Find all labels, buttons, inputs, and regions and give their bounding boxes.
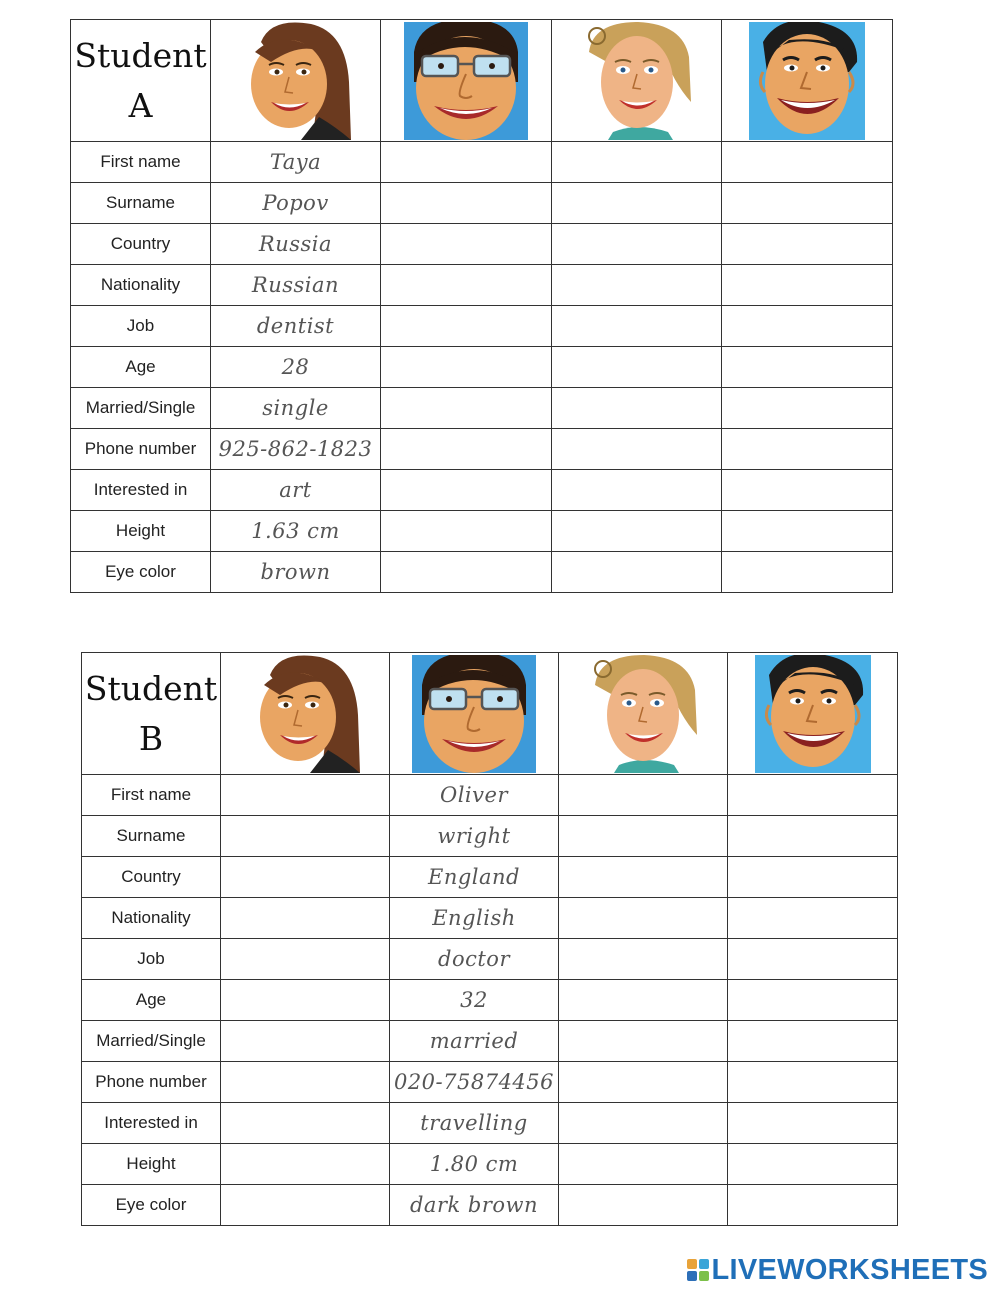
answer-cell-filled: Russia xyxy=(211,224,381,265)
answer-cell-blank[interactable] xyxy=(552,470,722,511)
row-label: Married/Single xyxy=(82,1021,221,1062)
answer-cell-blank[interactable] xyxy=(221,1144,390,1185)
answer-cell-blank[interactable] xyxy=(559,816,728,857)
answer-cell-blank[interactable] xyxy=(559,857,728,898)
answer-cell-blank[interactable] xyxy=(722,265,893,306)
answer-cell-blank[interactable] xyxy=(722,511,893,552)
answer-cell-filled: Taya xyxy=(211,142,381,183)
table-row xyxy=(71,552,893,593)
row-label: Surname xyxy=(71,183,211,224)
answer-cell-filled: wright xyxy=(390,816,559,857)
table-row xyxy=(71,470,893,511)
answer-cell-filled: doctor xyxy=(390,939,559,980)
answer-cell-blank[interactable] xyxy=(722,183,893,224)
answer-cell-blank[interactable] xyxy=(552,142,722,183)
row-label: Interested in xyxy=(71,470,211,511)
row-label: Country xyxy=(71,224,211,265)
row-label: Married/Single xyxy=(71,388,211,429)
table-row xyxy=(71,347,893,388)
answer-cell-blank[interactable] xyxy=(221,775,390,816)
man-glasses-portrait xyxy=(412,655,536,773)
answer-cell-blank[interactable] xyxy=(722,552,893,593)
table-row xyxy=(82,1021,898,1062)
row-label: Phone number xyxy=(71,429,211,470)
answer-cell-blank[interactable] xyxy=(221,1062,390,1103)
answer-cell-blank[interactable] xyxy=(728,775,898,816)
table-row xyxy=(71,183,893,224)
answer-cell-filled: brown xyxy=(211,552,381,593)
answer-cell-blank[interactable] xyxy=(559,1144,728,1185)
answer-cell-filled: Russian xyxy=(211,265,381,306)
portrait-cell-1 xyxy=(211,20,381,142)
answer-cell-filled: 020-75874456 xyxy=(390,1062,559,1103)
answer-cell-blank[interactable] xyxy=(381,265,552,306)
logo-text: LIVEWORKSHEETS xyxy=(711,1253,988,1286)
row-label: Interested in xyxy=(82,1103,221,1144)
answer-cell-blank[interactable] xyxy=(552,224,722,265)
row-label: Eye color xyxy=(82,1185,221,1226)
title-word: Student xyxy=(84,668,218,708)
answer-cell-blank[interactable] xyxy=(728,816,898,857)
answer-cell-filled: 925-862-1823 xyxy=(211,429,381,470)
answer-cell-blank[interactable] xyxy=(722,347,893,388)
table-row xyxy=(82,980,898,1021)
answer-cell-filled: art xyxy=(211,470,381,511)
row-label: Eye color xyxy=(71,552,211,593)
answer-cell-blank[interactable] xyxy=(728,980,898,1021)
row-label: Phone number xyxy=(82,1062,221,1103)
title-letter: B xyxy=(138,718,164,758)
table-row xyxy=(82,939,898,980)
table-row xyxy=(71,224,893,265)
row-label: Job xyxy=(82,939,221,980)
table-row xyxy=(71,388,893,429)
answer-cell-blank[interactable] xyxy=(381,470,552,511)
row-label: First name xyxy=(82,775,221,816)
woman-curly-hair-portrait xyxy=(589,655,697,773)
answer-cell-filled: 32 xyxy=(390,980,559,1021)
answer-cell-blank[interactable] xyxy=(728,1144,898,1185)
answer-cell-filled: dentist xyxy=(211,306,381,347)
portrait-cell-4 xyxy=(722,20,893,142)
answer-cell-filled: England xyxy=(390,857,559,898)
answer-cell-blank[interactable] xyxy=(728,1185,898,1226)
answer-cell-blank[interactable] xyxy=(728,939,898,980)
table-title xyxy=(71,20,211,142)
answer-cell-blank[interactable] xyxy=(381,347,552,388)
answer-cell-blank[interactable] xyxy=(722,306,893,347)
answer-cell-blank[interactable] xyxy=(559,980,728,1021)
answer-cell-blank[interactable] xyxy=(559,1185,728,1226)
answer-cell-blank[interactable] xyxy=(559,1062,728,1103)
table-row xyxy=(71,429,893,470)
answer-cell-filled: married xyxy=(390,1021,559,1062)
liveworksheets-logo[interactable] xyxy=(687,1254,989,1286)
answer-cell-blank[interactable] xyxy=(381,306,552,347)
row-label: First name xyxy=(71,142,211,183)
table-row xyxy=(71,265,893,306)
answer-cell-blank[interactable] xyxy=(381,429,552,470)
woman-dark-hair-portrait xyxy=(250,655,360,773)
row-label: Surname xyxy=(82,816,221,857)
portrait-cell-2 xyxy=(381,20,552,142)
answer-cell-blank[interactable] xyxy=(552,306,722,347)
answer-cell-blank[interactable] xyxy=(552,511,722,552)
answer-cell-filled: Popov xyxy=(211,183,381,224)
student-a-table xyxy=(70,19,893,593)
table-row xyxy=(82,1185,898,1226)
answer-cell-blank[interactable] xyxy=(559,1021,728,1062)
answer-cell-blank[interactable] xyxy=(722,142,893,183)
row-label: Nationality xyxy=(82,898,221,939)
answer-cell-filled: Oliver xyxy=(390,775,559,816)
answer-cell-blank[interactable] xyxy=(221,1021,390,1062)
answer-cell-filled: single xyxy=(211,388,381,429)
answer-cell-filled: English xyxy=(390,898,559,939)
answer-cell-blank[interactable] xyxy=(728,1062,898,1103)
table-row xyxy=(82,775,898,816)
logo-mark-tile xyxy=(687,1259,697,1269)
answer-cell-blank[interactable] xyxy=(552,183,722,224)
answer-cell-blank[interactable] xyxy=(381,224,552,265)
answer-cell-filled: 28 xyxy=(211,347,381,388)
table-row xyxy=(82,816,898,857)
row-label: Age xyxy=(82,980,221,1021)
table-row xyxy=(71,142,893,183)
answer-cell-blank[interactable] xyxy=(552,429,722,470)
table-row xyxy=(82,1103,898,1144)
woman-dark-hair-portrait xyxy=(241,22,351,140)
answer-cell-blank[interactable] xyxy=(552,552,722,593)
answer-cell-filled: 1.63 cm xyxy=(211,511,381,552)
table-row xyxy=(82,1062,898,1103)
answer-cell-blank[interactable] xyxy=(559,1103,728,1144)
answer-cell-filled: dark brown xyxy=(390,1185,559,1226)
row-label: Country xyxy=(82,857,221,898)
answer-cell-blank[interactable] xyxy=(559,939,728,980)
title-letter: A xyxy=(128,85,153,125)
woman-curly-hair-portrait xyxy=(583,22,691,140)
portrait-cell-1 xyxy=(221,653,390,775)
answer-cell-blank[interactable] xyxy=(552,388,722,429)
table-row xyxy=(71,306,893,347)
answer-cell-blank[interactable] xyxy=(381,388,552,429)
answer-cell-blank[interactable] xyxy=(381,552,552,593)
logo-mark-icon xyxy=(687,1259,709,1281)
logo-mark-tile xyxy=(699,1259,709,1269)
answer-cell-blank[interactable] xyxy=(728,1021,898,1062)
man-smiling-portrait xyxy=(749,22,865,140)
answer-cell-blank[interactable] xyxy=(221,857,390,898)
table-row xyxy=(82,1144,898,1185)
logo-mark-tile xyxy=(699,1271,709,1281)
row-label: Age xyxy=(71,347,211,388)
row-label: Job xyxy=(71,306,211,347)
title-word: Student xyxy=(74,35,207,75)
answer-cell-blank[interactable] xyxy=(559,775,728,816)
answer-cell-blank[interactable] xyxy=(381,511,552,552)
header-row xyxy=(71,20,893,142)
header-row xyxy=(82,653,898,775)
answer-cell-blank[interactable] xyxy=(221,939,390,980)
row-label: Height xyxy=(71,511,211,552)
man-smiling-portrait xyxy=(755,655,871,773)
table-row xyxy=(71,511,893,552)
answer-cell-blank[interactable] xyxy=(722,470,893,511)
table-title xyxy=(82,653,221,775)
answer-cell-blank[interactable] xyxy=(221,980,390,1021)
row-label: Height xyxy=(82,1144,221,1185)
answer-cell-blank[interactable] xyxy=(221,1103,390,1144)
answer-cell-blank[interactable] xyxy=(728,1103,898,1144)
answer-cell-blank[interactable] xyxy=(728,857,898,898)
answer-cell-blank[interactable] xyxy=(221,898,390,939)
portrait-cell-3 xyxy=(552,20,722,142)
answer-cell-blank[interactable] xyxy=(221,1185,390,1226)
portrait-cell-2 xyxy=(390,653,559,775)
table-row xyxy=(82,857,898,898)
answer-cell-blank[interactable] xyxy=(722,224,893,265)
portrait-cell-3 xyxy=(559,653,728,775)
answer-cell-blank[interactable] xyxy=(381,142,552,183)
answer-cell-blank[interactable] xyxy=(221,816,390,857)
answer-cell-blank[interactable] xyxy=(559,898,728,939)
man-glasses-portrait xyxy=(404,22,528,140)
student-b-table xyxy=(81,652,898,1226)
answer-cell-filled: travelling xyxy=(390,1103,559,1144)
answer-cell-blank[interactable] xyxy=(552,347,722,388)
answer-cell-blank[interactable] xyxy=(722,429,893,470)
logo-mark-tile xyxy=(687,1271,697,1281)
answer-cell-filled: 1.80 cm xyxy=(390,1144,559,1185)
table-row xyxy=(82,898,898,939)
answer-cell-blank[interactable] xyxy=(728,898,898,939)
portrait-cell-4 xyxy=(728,653,898,775)
row-label: Nationality xyxy=(71,265,211,306)
answer-cell-blank[interactable] xyxy=(552,265,722,306)
answer-cell-blank[interactable] xyxy=(722,388,893,429)
answer-cell-blank[interactable] xyxy=(381,183,552,224)
